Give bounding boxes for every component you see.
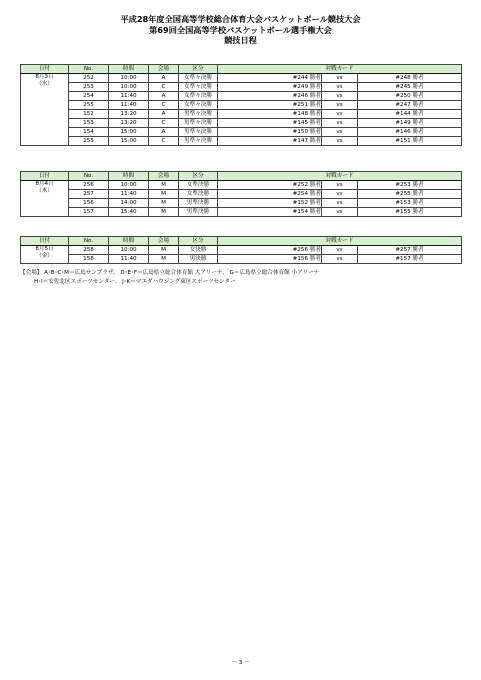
match-category: 女準決勝 (179, 190, 218, 199)
match-category: 女決勝 (179, 246, 218, 255)
header-venue: 会場 (149, 237, 179, 246)
team-b: #250 勝者 (358, 92, 462, 101)
team-b: #247 勝者 (358, 101, 462, 110)
match-category: 男準決勝 (179, 199, 218, 208)
match-venue: C (149, 137, 179, 146)
match-venue: M (149, 181, 179, 190)
match-venue: M (149, 208, 179, 217)
match-venue: C (149, 83, 179, 92)
match-no: 253 (69, 83, 109, 92)
match-venue: C (149, 101, 179, 110)
vs-label: vs (322, 199, 358, 208)
match-category: 男準決勝 (179, 208, 218, 217)
schedule-table-day1 (20, 64, 462, 146)
vs-label: vs (322, 190, 358, 199)
match-category: 男準々決勝 (179, 110, 218, 119)
team-a: #145 勝者 (218, 119, 322, 128)
document-title (0, 14, 481, 46)
match-no: 254 (69, 92, 109, 101)
match-venue: A (149, 128, 179, 137)
table-row (21, 137, 462, 146)
team-b: #149 勝者 (358, 119, 462, 128)
vs-label: vs (322, 128, 358, 137)
header-matchup: 対戦カード (218, 172, 462, 181)
match-time: 10:00 (109, 246, 149, 255)
match-no: 154 (69, 128, 109, 137)
match-time: 11:40 (109, 92, 149, 101)
match-no: 156 (69, 199, 109, 208)
header-date: 日付 (21, 65, 69, 74)
vs-label: vs (322, 208, 358, 217)
team-b: #155 勝者 (358, 208, 462, 217)
table-row (21, 190, 462, 199)
match-time: 15:00 (109, 128, 149, 137)
vs-label: vs (322, 255, 358, 264)
team-b: #144 勝者 (358, 110, 462, 119)
vs-label: vs (322, 246, 358, 255)
team-a: #244 勝者 (218, 74, 322, 83)
weekday: （金） (36, 253, 53, 259)
table-row (21, 199, 462, 208)
match-time: 13:20 (109, 110, 149, 119)
team-a: #252 勝者 (218, 181, 322, 190)
vs-label: vs (322, 83, 358, 92)
venue-note-line-1: 【会場】 A･B･C･M＝広島サンプラザ、 D･E･F＝広島県立総合体育館 大アリーナ、 G＝広島県立総合体育館 小アリーナ (20, 270, 320, 276)
header-no: No. (69, 65, 109, 74)
schedule-table-day3 (20, 236, 462, 264)
match-time: 15:40 (109, 208, 149, 217)
header-category: 区分 (179, 65, 218, 74)
team-a: #249 勝者 (218, 83, 322, 92)
vs-label: vs (322, 101, 358, 110)
match-venue: A (149, 92, 179, 101)
team-a: #154 勝者 (218, 208, 322, 217)
match-category: 女準々決勝 (179, 74, 218, 83)
header-no: No. (69, 172, 109, 181)
match-venue: C (149, 119, 179, 128)
table-row (21, 74, 462, 83)
title-line-3: 競技日程 (224, 35, 257, 45)
match-no: 258 (69, 246, 109, 255)
weekday: （水） (36, 81, 53, 87)
table-row (21, 181, 462, 190)
team-b: #245 勝者 (358, 83, 462, 92)
header-matchup: 対戦カード (218, 237, 462, 246)
match-time: 15:00 (109, 137, 149, 146)
venue-note-line-2: H･I＝安佐北区スポーツセンター、 J･K＝マエダハウジング東区スポーツセンター (34, 278, 236, 285)
title-line-2: 第69回全国高等学校バスケットボール選手権大会 (149, 24, 332, 35)
match-time: 13:20 (109, 119, 149, 128)
match-time: 11:40 (109, 190, 149, 199)
date: 8月4日 (35, 181, 54, 187)
header-category: 区分 (179, 172, 218, 181)
match-category: 女準々決勝 (179, 101, 218, 110)
match-no: 255 (69, 101, 109, 110)
table-row (21, 83, 462, 92)
team-a: #147 勝者 (218, 137, 322, 146)
match-venue: M (149, 246, 179, 255)
match-no: 256 (69, 181, 109, 190)
match-no: 252 (69, 74, 109, 83)
header-venue: 会場 (149, 65, 179, 74)
table-row (21, 101, 462, 110)
table-row (21, 208, 462, 217)
team-b: #248 勝者 (358, 74, 462, 83)
match-time: 10:00 (109, 181, 149, 190)
match-no: 257 (69, 190, 109, 199)
team-a: #246 勝者 (218, 92, 322, 101)
header-venue: 会場 (149, 172, 179, 181)
header-time: 時間 (109, 172, 149, 181)
header-no: No. (69, 237, 109, 246)
table-row (21, 119, 462, 128)
team-a: #152 勝者 (218, 199, 322, 208)
team-a: #156 勝者 (218, 255, 322, 264)
vs-label: vs (322, 181, 358, 190)
vs-label: vs (322, 110, 358, 119)
team-b: #253 勝者 (358, 181, 462, 190)
date-cell (21, 181, 69, 217)
table-row (21, 128, 462, 137)
match-category: 男準々決勝 (179, 128, 218, 137)
match-category: 男決勝 (179, 255, 218, 264)
team-a: #148 勝者 (218, 110, 322, 119)
match-no: 157 (69, 208, 109, 217)
match-venue: M (149, 199, 179, 208)
title-line-1: 平成28年度全国高等学校総合体育大会バスケットボール競技大会 (120, 14, 361, 24)
match-time: 10:00 (109, 83, 149, 92)
header-time: 時間 (109, 237, 149, 246)
date-cell (21, 246, 69, 264)
team-b: #153 勝者 (358, 199, 462, 208)
header-category: 区分 (179, 237, 218, 246)
team-b: #257 勝者 (358, 246, 462, 255)
date-cell (21, 74, 69, 146)
match-venue: M (149, 255, 179, 264)
table-row (21, 246, 462, 255)
vs-label: vs (322, 92, 358, 101)
team-a: #150 勝者 (218, 128, 322, 137)
header-date: 日付 (21, 172, 69, 181)
match-no: 158 (69, 255, 109, 264)
match-time: 10:00 (109, 74, 149, 83)
table-row (21, 110, 462, 119)
vs-label: vs (322, 74, 358, 83)
match-no: 155 (69, 137, 109, 146)
team-b: #157 勝者 (358, 255, 462, 264)
match-category: 女準々決勝 (179, 92, 218, 101)
vs-label: vs (322, 137, 358, 146)
table-row (21, 255, 462, 264)
date: 8月3日 (35, 74, 54, 80)
team-a: #254 勝者 (218, 190, 322, 199)
match-time: 11:40 (109, 101, 149, 110)
match-no: 152 (69, 110, 109, 119)
match-category: 女準々決勝 (179, 83, 218, 92)
match-category: 男準々決勝 (179, 137, 218, 146)
match-venue: A (149, 74, 179, 83)
page-number: － 3 － (231, 660, 250, 666)
team-a: #251 勝者 (218, 101, 322, 110)
header-date: 日付 (21, 237, 69, 246)
match-category: 女準決勝 (179, 181, 218, 190)
venue-note (20, 269, 319, 286)
header-time: 時間 (109, 65, 149, 74)
team-b: #151 勝者 (358, 137, 462, 146)
match-time: 14:00 (109, 199, 149, 208)
schedule-table-day2 (20, 171, 462, 217)
match-time: 11:40 (109, 255, 149, 264)
table-row (21, 92, 462, 101)
header-matchup: 対戦カード (218, 65, 462, 74)
match-venue: M (149, 190, 179, 199)
match-venue: A (149, 110, 179, 119)
team-a: #256 勝者 (218, 246, 322, 255)
date: 8月5日 (35, 246, 54, 252)
team-b: #255 勝者 (358, 190, 462, 199)
team-b: #146 勝者 (358, 128, 462, 137)
vs-label: vs (322, 119, 358, 128)
match-category: 男準々決勝 (179, 119, 218, 128)
match-no: 153 (69, 119, 109, 128)
weekday: （木） (36, 188, 53, 194)
